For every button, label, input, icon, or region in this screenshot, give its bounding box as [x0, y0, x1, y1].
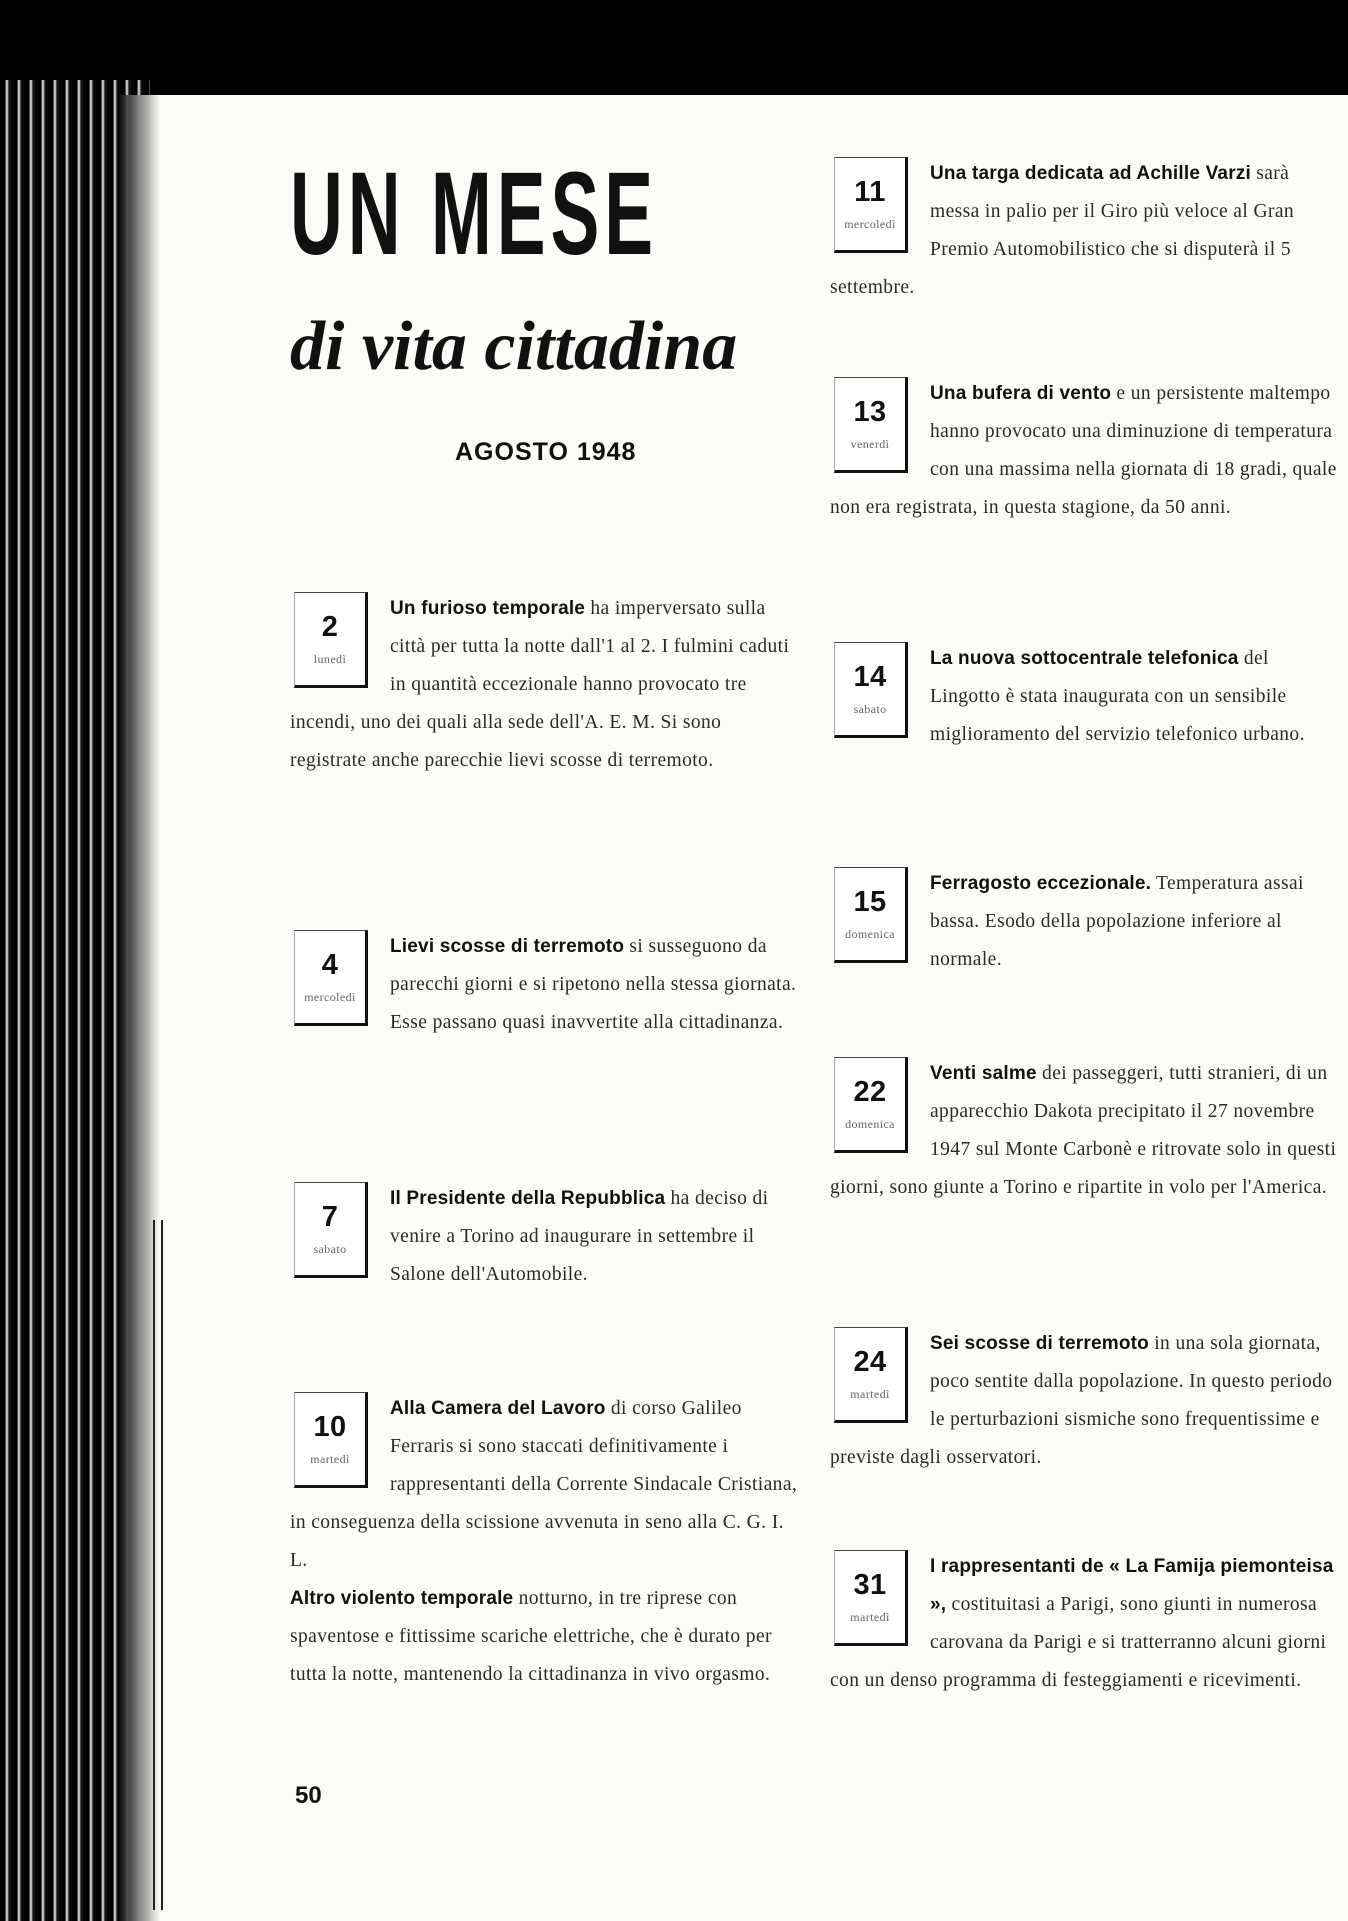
- entry-headline: I rappresentanti de « La Famija piemonteisa »,: [930, 1556, 1334, 1615]
- month-label: AGOSTO 1948: [455, 438, 637, 466]
- day-number: 10: [313, 1411, 347, 1443]
- entry-body: costituitasi a Parigi, sono giunti in numerosa carovana da Parigi e si tratterranno alcuni giorni con un denso programma di festeggiamenti e ricevimenti.: [830, 1594, 1327, 1691]
- entry-body: ha deciso di venire a Torino ad inaugurare in settembre il Salone dell'Automobile.: [390, 1188, 769, 1285]
- entry-text-2: [290, 1580, 802, 1694]
- day-number: 22: [853, 1076, 887, 1108]
- day-name: domenica: [845, 927, 895, 941]
- calendar-badge: [834, 1550, 908, 1646]
- calendar-badge: [834, 157, 908, 253]
- scan-top-border: [0, 0, 1348, 95]
- calendar-badge: [834, 377, 908, 473]
- page-number: 50: [295, 1782, 322, 1809]
- day-number: 4: [321, 949, 339, 981]
- entry-body: sarà messa in palio per il Giro più veloce al Gran Premio Automobilistico che si disputerà il 5 settembre.: [830, 163, 1295, 298]
- calendar-badge: [294, 930, 368, 1026]
- entry-body: in una sola giornata, poco sentite dalla popolazione. In questo periodo le perturbazioni sismiche sono frequentissime e previste dagli osservatori.: [830, 1333, 1333, 1468]
- calendar-badge: [294, 1182, 368, 1278]
- entry-4: [290, 928, 802, 1042]
- entry-body: Temperatura assai bassa. Esodo della popolazione inferiore al normale.: [930, 873, 1304, 970]
- day-name: mercoledì: [304, 990, 356, 1004]
- day-number: 14: [853, 661, 887, 693]
- day-number: 11: [854, 176, 886, 208]
- entry-headline: Il Presidente della Repubblica: [390, 1188, 666, 1209]
- entry-24: [830, 1325, 1342, 1477]
- day-number: 13: [853, 396, 887, 428]
- entry-headline: Una bufera di vento: [930, 383, 1112, 404]
- entry-body: del Lingotto è stata inaugurata con un sensibile miglioramento del servizio telefonico urbano.: [930, 648, 1305, 745]
- entry-headline: Alla Camera del Lavoro: [390, 1398, 606, 1419]
- entry-body-2: notturno, in tre riprese con spaventose e fittissime scariche elettriche, che è durato per tutta la notte, mantenendo la cittadinanza in vivo orgasmo.: [290, 1588, 772, 1685]
- entry-31: [830, 1548, 1342, 1700]
- entry-headline: Lievi scosse di terremoto: [390, 936, 625, 957]
- calendar-badge: [834, 642, 908, 738]
- entry-headline: La nuova sottocentrale telefonica: [930, 648, 1239, 669]
- day-name: lunedì: [313, 652, 347, 666]
- entry-body: ha imperversato sulla città per tutta la notte dall'1 al 2. I fulmini caduti in quantità eccezionale hanno provocato tre incendi, uno dei quali alla sede dell'A. E. M. Si sono registrate anche parecchie lievi scosse di terremoto.: [290, 598, 790, 771]
- entry-body: si susseguono da parecchi giorni e si ripetono nella stessa giornata. Esse passano quasi inavvertite alla cittadinanza.: [390, 936, 797, 1033]
- calendar-badge: [294, 592, 368, 688]
- binding-edge-lines: [153, 1220, 165, 1910]
- day-number: 15: [853, 886, 887, 918]
- day-number: 7: [321, 1201, 339, 1233]
- entry-headline: Venti salme: [930, 1063, 1037, 1084]
- entry-15: [830, 865, 1342, 979]
- entry-body: e un persistente maltempo hanno provocato una diminuzione di temperatura con una massima nella giornata di 18 gradi, quale non era registrata, in questa stagione, da 50 anni.: [830, 383, 1337, 518]
- day-name: domenica: [845, 1117, 895, 1131]
- entry-11: [830, 155, 1342, 307]
- page-subtitle: di vita cittadina: [290, 308, 738, 385]
- day-name: mercoledì: [844, 217, 896, 231]
- day-number: 31: [853, 1569, 887, 1601]
- entry-14: [830, 640, 1342, 754]
- entry-headline: Sei scosse di terremoto: [930, 1333, 1149, 1354]
- entry-headline: Una targa dedicata ad Achille Varzi: [930, 163, 1251, 184]
- entry-2: [290, 590, 802, 780]
- day-name: sabato: [853, 702, 887, 716]
- day-number: 2: [321, 611, 339, 643]
- day-name: martedì: [310, 1452, 350, 1466]
- entry-7: [290, 1180, 802, 1294]
- entry-body: di corso Galileo Ferraris si sono staccati definitivamente i rappresentanti della Corrente Sindacale Cristiana, in conseguenza della scissione avvenuta in seno alla C. G. I. L.: [290, 1398, 798, 1571]
- calendar-badge: [834, 867, 908, 963]
- entry-headline: Ferragosto eccezionale.: [930, 873, 1152, 894]
- entry-body: dei passeggeri, tutti stranieri, di un apparecchio Dakota precipitato il 27 novembre 1947 sul Monte Carbonè e ritrovate solo in questi giorni, sono giunte a Torino e ripartite in volo per l'America.: [830, 1063, 1337, 1198]
- day-name: martedì: [850, 1387, 890, 1401]
- page-title: UN MESE: [290, 148, 659, 280]
- day-name: sabato: [313, 1242, 347, 1256]
- day-name: venerdì: [850, 437, 890, 451]
- entry-headline: Un furioso temporale: [390, 598, 586, 619]
- entry-13: [830, 375, 1342, 527]
- calendar-badge: [834, 1327, 908, 1423]
- calendar-badge: [834, 1057, 908, 1153]
- entry-headline-2: Altro violento temporale: [290, 1588, 514, 1609]
- entry-10: [290, 1390, 802, 1694]
- day-name: martedì: [850, 1610, 890, 1624]
- entry-22: [830, 1055, 1342, 1207]
- calendar-badge: [294, 1392, 368, 1488]
- day-number: 24: [853, 1346, 887, 1378]
